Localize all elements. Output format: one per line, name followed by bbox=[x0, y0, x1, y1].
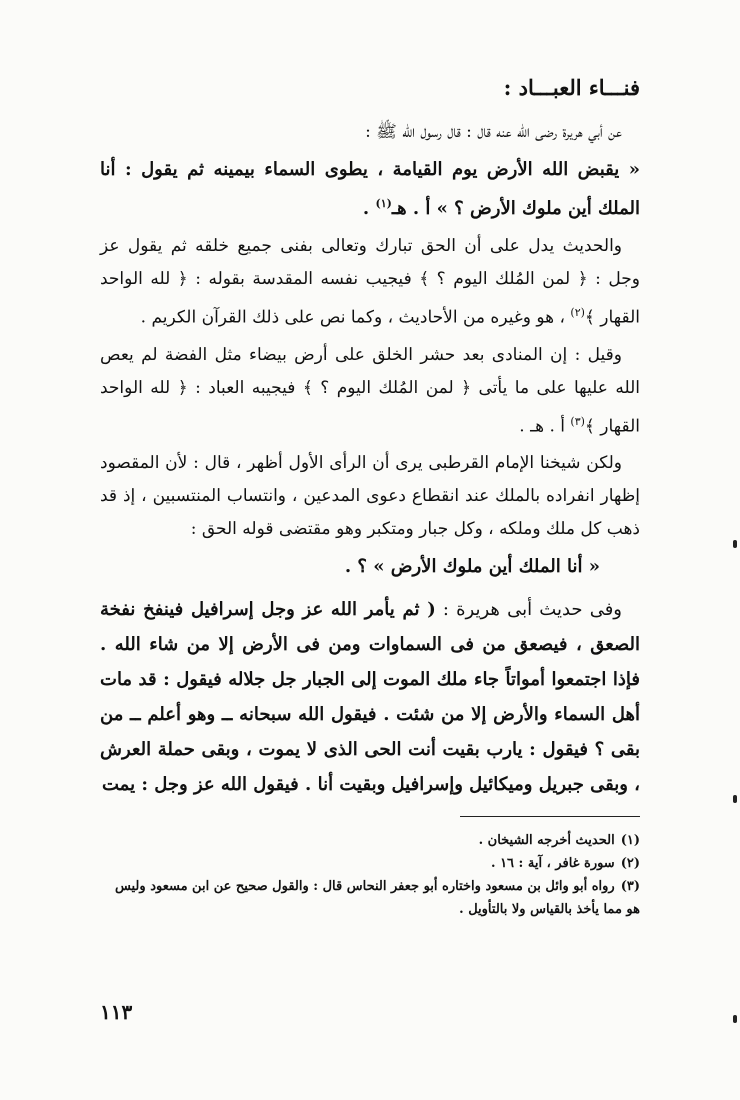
section-heading bbox=[100, 72, 640, 104]
paragraph-1 bbox=[100, 230, 640, 335]
margin-mark-2 bbox=[733, 795, 737, 803]
paragraph-2-text: وقيل : إن المنادى بعد حشر الخلق على أرض بيضاء مثل الفضة لم يعص الله عليها على ما يأتى ﴿ لمن المُلك اليوم ؟ ﴾ فيجيبه العباد : ﴿ لله الواحد القهار ﴾ bbox=[100, 344, 640, 437]
paragraph-3: ولكن شيخنا الإمام القرطبى يرى أن الرأى الأول أظهر ، قال : لأن المقصود إظهار انفراده بالملك عند انقطاع دعوى المدعين ، وانتساب المنتسبين ، إذ قد ذهب كل ملك وملكه ، وكل جبار ومتكبر وهو مقتضى قوله الحق : bbox=[100, 453, 640, 540]
paragraph-4 bbox=[100, 592, 640, 802]
paragraph-4-hadith: ( ثم يأمر الله عز وجل إسرافيل فينفخ نفخة الصعق ، فيصعق من فى السماوات ومن فى الأرض إلا من شاء الله . فإذا اجتمعوا أمواتاً جاء ملك الموت إلى الجبار جل جلاله فيقول : قد مات أهل السماء والأرض إلا من شئت . فيقول الله سبحانه ــ وهو أعلم ــ من بقى ؟ فيقول : يارب بقيت أنت الحى الذى لا يموت ، وبقى حملة العرش ، وبقى جبريل وميكائيل وإسرافيل وبقيت أنا . فيقول الله عز وجل : يمت bbox=[100, 599, 640, 796]
footnote-ref-2[interactable]: (٢) bbox=[570, 306, 585, 319]
page-number: ١١٣ bbox=[100, 1000, 133, 1024]
center-quote: « أنا الملك أين ملوك الأرض » ؟ . bbox=[344, 556, 600, 578]
paragraph-4-lead: وفى حديث أبى هريرة : bbox=[435, 599, 622, 621]
footnote-2-number: (٢) bbox=[620, 856, 640, 872]
margin-mark-3 bbox=[733, 1015, 737, 1023]
footnote-ref-1[interactable]: (١) bbox=[375, 197, 392, 210]
paragraph-1-end: ، هو وغيره من الأحاديث ، وكما نص على ذلك القرآن الكريم . bbox=[140, 307, 571, 328]
footnote-divider bbox=[460, 816, 640, 817]
footnote-1-text: الحديث أخرجه الشيخان . bbox=[478, 833, 615, 849]
footnote-3 bbox=[100, 875, 640, 921]
footnote-1 bbox=[100, 829, 640, 852]
footnote-3-text: رواه أبو وائل بن مسعود واختاره أبو جعفر النحاس قال : والقول صحيح عن ابن مسعود وليس هو مما يأخذ بالقياس ولا بالتأويل . bbox=[114, 879, 640, 918]
paragraph-1-text: والحديث يدل على أن الحق تبارك وتعالى بفنى جميع خلقه ثم يقول عز وجل : ﴿ لمن المُلك اليوم ؟ ﴾ فيجيب نفسه المقدسة بقوله : ﴿ لله الواحد القهار ﴾ bbox=[100, 236, 640, 328]
hadith-quote-end: . bbox=[362, 198, 376, 219]
footnote-3-number: (٣) bbox=[620, 879, 640, 895]
footnote-2 bbox=[100, 852, 640, 875]
footnote-ref-3[interactable]: (٣) bbox=[570, 414, 585, 428]
margin-mark-1 bbox=[733, 540, 737, 548]
hadith-quote-text: « يقبض الله الأرض يوم القيامة ، يطوى السماء بيمينه ثم يقول : أنا الملك أين ملوك الأرض ؟ » أ . هـ bbox=[100, 159, 640, 219]
footnote-2-text: سورة غافر ، آية : ١٦ . bbox=[491, 856, 615, 872]
footnotes bbox=[100, 829, 640, 921]
footnote-1-number: (١) bbox=[620, 833, 640, 849]
hadith-quote bbox=[100, 153, 640, 226]
intro-line: عن أبي هريرة رضى الله عنه قال : قال رسول الله ﷺ : bbox=[365, 122, 622, 142]
paragraph-2-end: أ . هـ . bbox=[519, 416, 571, 437]
section-title: فنـــاء العبـــاد : bbox=[503, 75, 640, 100]
paragraph-2 bbox=[100, 339, 640, 444]
